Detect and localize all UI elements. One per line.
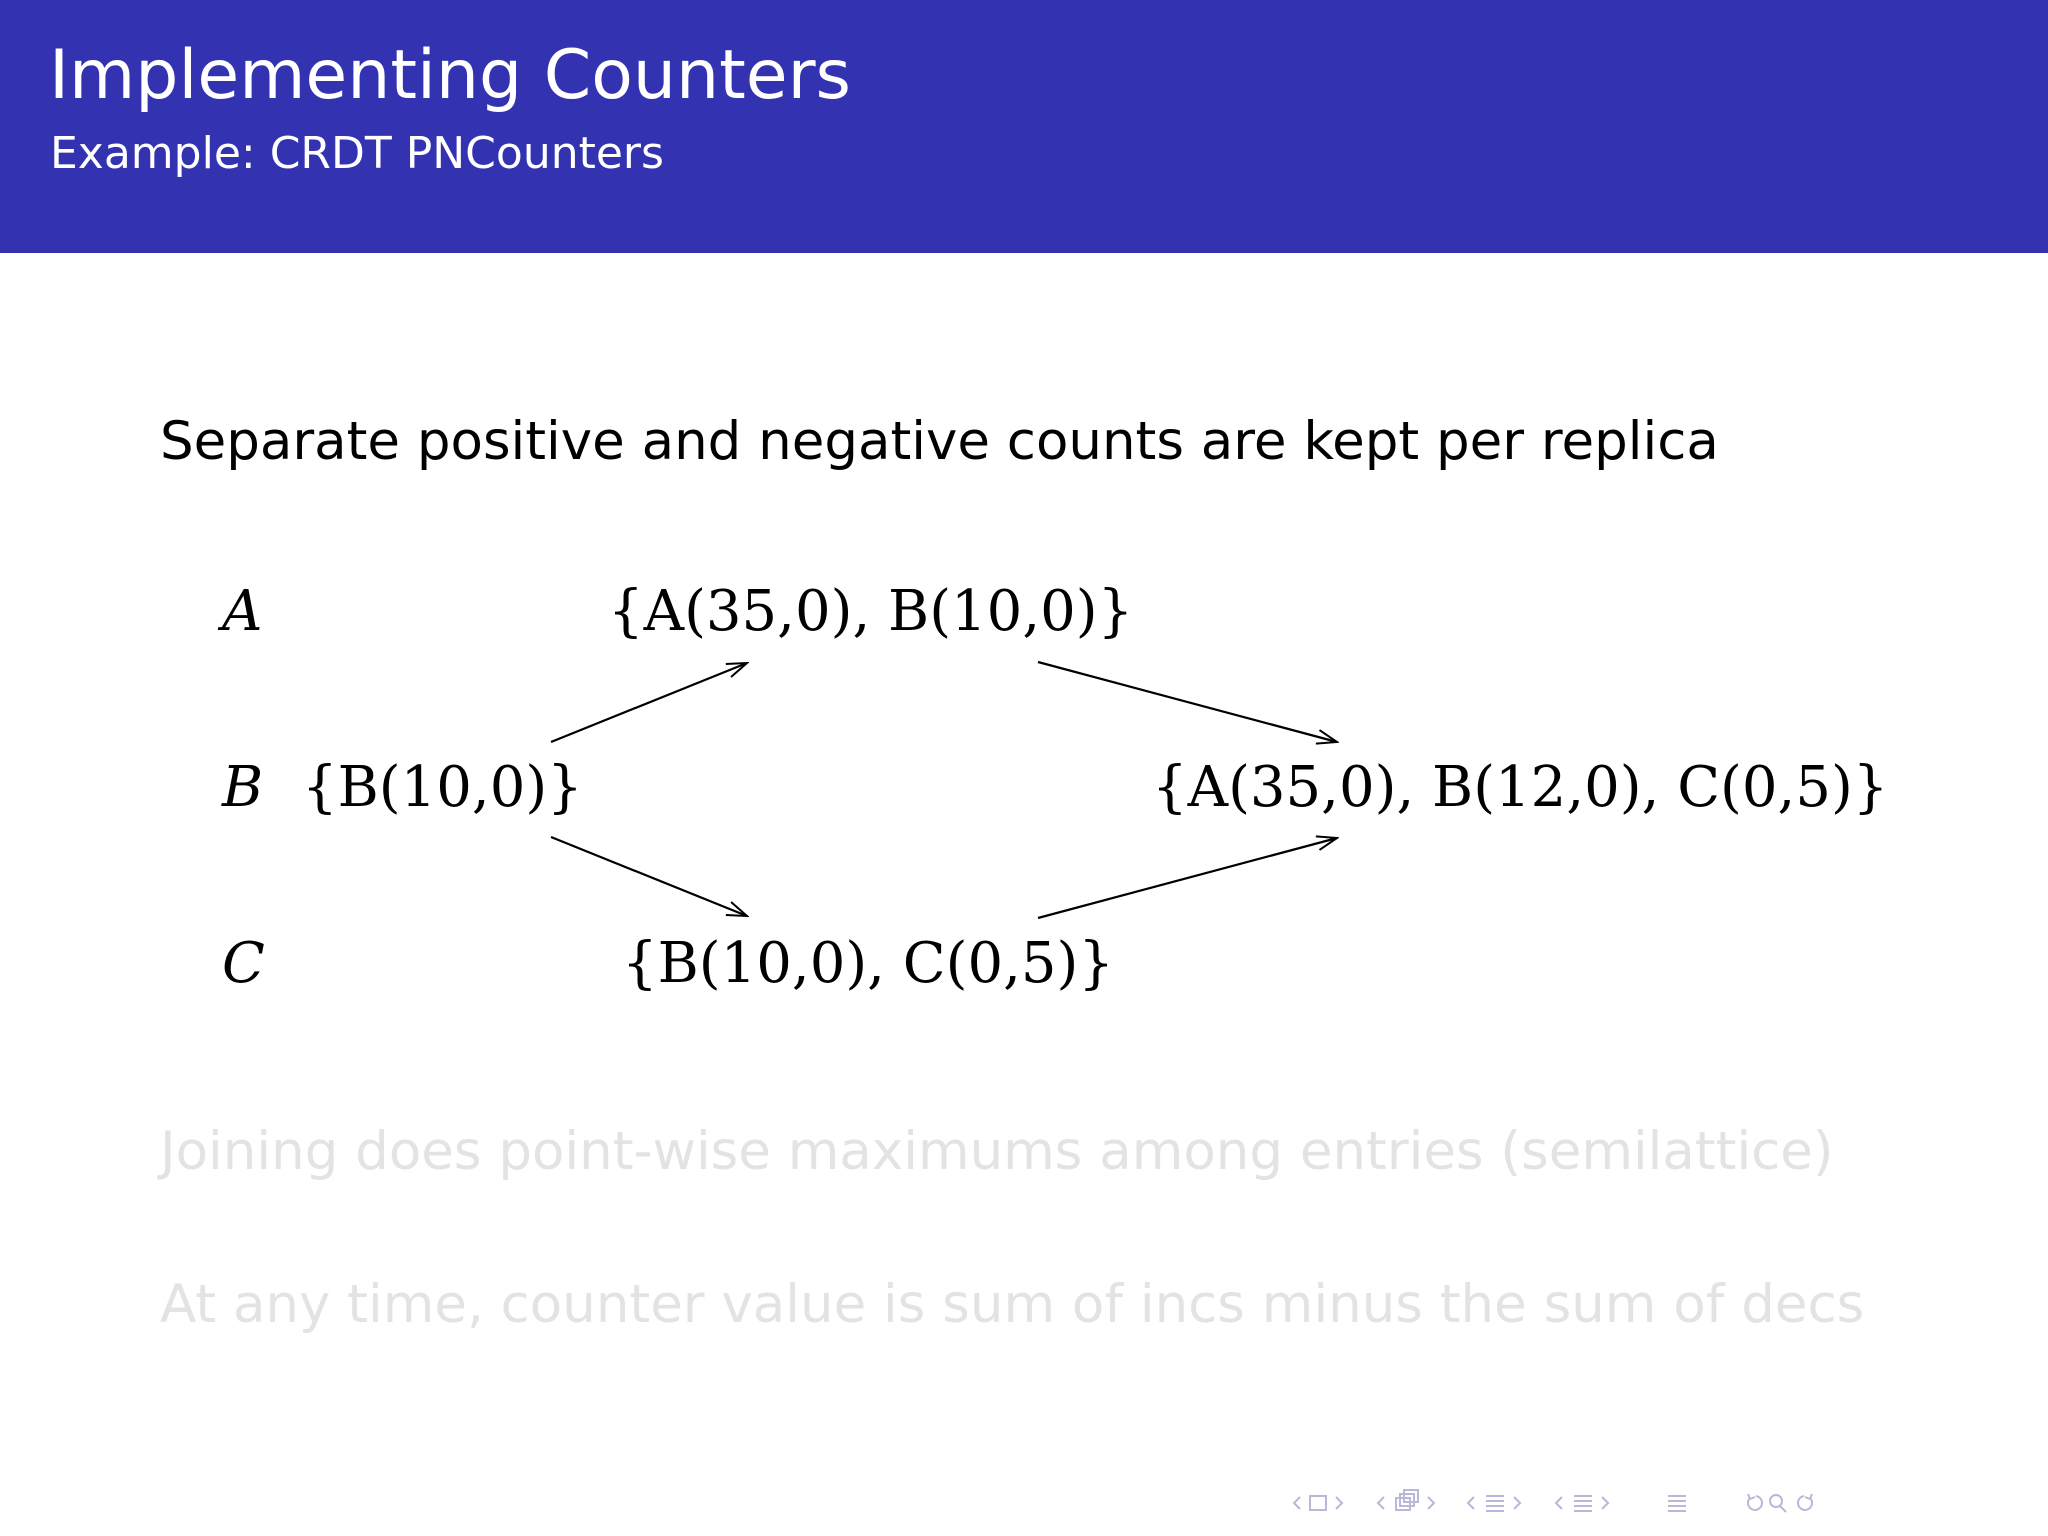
nav-section-next-icon[interactable] bbox=[1514, 1497, 1520, 1509]
nav-subsection-prev-icon[interactable] bbox=[1378, 1497, 1384, 1509]
statement-join-maximums: Joining does point-wise maximums among entries (semilattice) bbox=[160, 1121, 1834, 1182]
beamer-navigation-bar bbox=[1290, 1488, 2030, 1518]
nav-subsection-icon[interactable] bbox=[1396, 1490, 1418, 1510]
arrow-b-to-a bbox=[551, 663, 747, 742]
nav-search-icon[interactable] bbox=[1770, 1495, 1786, 1512]
nav-subsection-next-icon[interactable] bbox=[1428, 1497, 1434, 1509]
arrow-c-to-merged bbox=[1038, 838, 1337, 918]
nav-frame-prev-icon[interactable] bbox=[1294, 1497, 1300, 1509]
nav-subsection-list-next-icon[interactable] bbox=[1602, 1497, 1608, 1509]
nav-section-prev-icon[interactable] bbox=[1468, 1497, 1474, 1509]
statement-counter-value: At any time, counter value is sum of incs minus the sum of decs bbox=[160, 1274, 1865, 1335]
nav-section-icon[interactable] bbox=[1486, 1496, 1504, 1511]
statement-replica-counts: Separate positive and negative counts are kept per replica bbox=[160, 411, 1719, 472]
replica-label-c: C bbox=[222, 931, 265, 996]
arrow-a-to-merged bbox=[1038, 662, 1337, 742]
replica-label-a: A bbox=[222, 579, 263, 644]
state-b-initial: {B(10,0)} bbox=[302, 755, 583, 820]
nav-subsection-list-icon[interactable] bbox=[1574, 1496, 1592, 1511]
arrow-b-to-c bbox=[551, 837, 747, 916]
state-a-after: {A(35,0), B(10,0)} bbox=[608, 579, 1134, 644]
state-merged: {A(35,0), B(12,0), C(0,5)} bbox=[1152, 755, 1889, 820]
slide-title: Implementing Counters bbox=[49, 36, 851, 115]
replica-label-b: B bbox=[222, 755, 264, 820]
nav-undo-icon[interactable] bbox=[1748, 1494, 1762, 1510]
nav-frame-next-icon[interactable] bbox=[1336, 1497, 1342, 1509]
nav-align-icon[interactable] bbox=[1668, 1496, 1686, 1511]
nav-redo-icon[interactable] bbox=[1798, 1494, 1812, 1510]
nav-frame-icon[interactable] bbox=[1310, 1496, 1326, 1510]
state-c-after: {B(10,0), C(0,5)} bbox=[622, 931, 1114, 996]
slide-subtitle: Example: CRDT PNCounters bbox=[50, 128, 664, 179]
nav-subsection-list-prev-icon[interactable] bbox=[1556, 1497, 1562, 1509]
